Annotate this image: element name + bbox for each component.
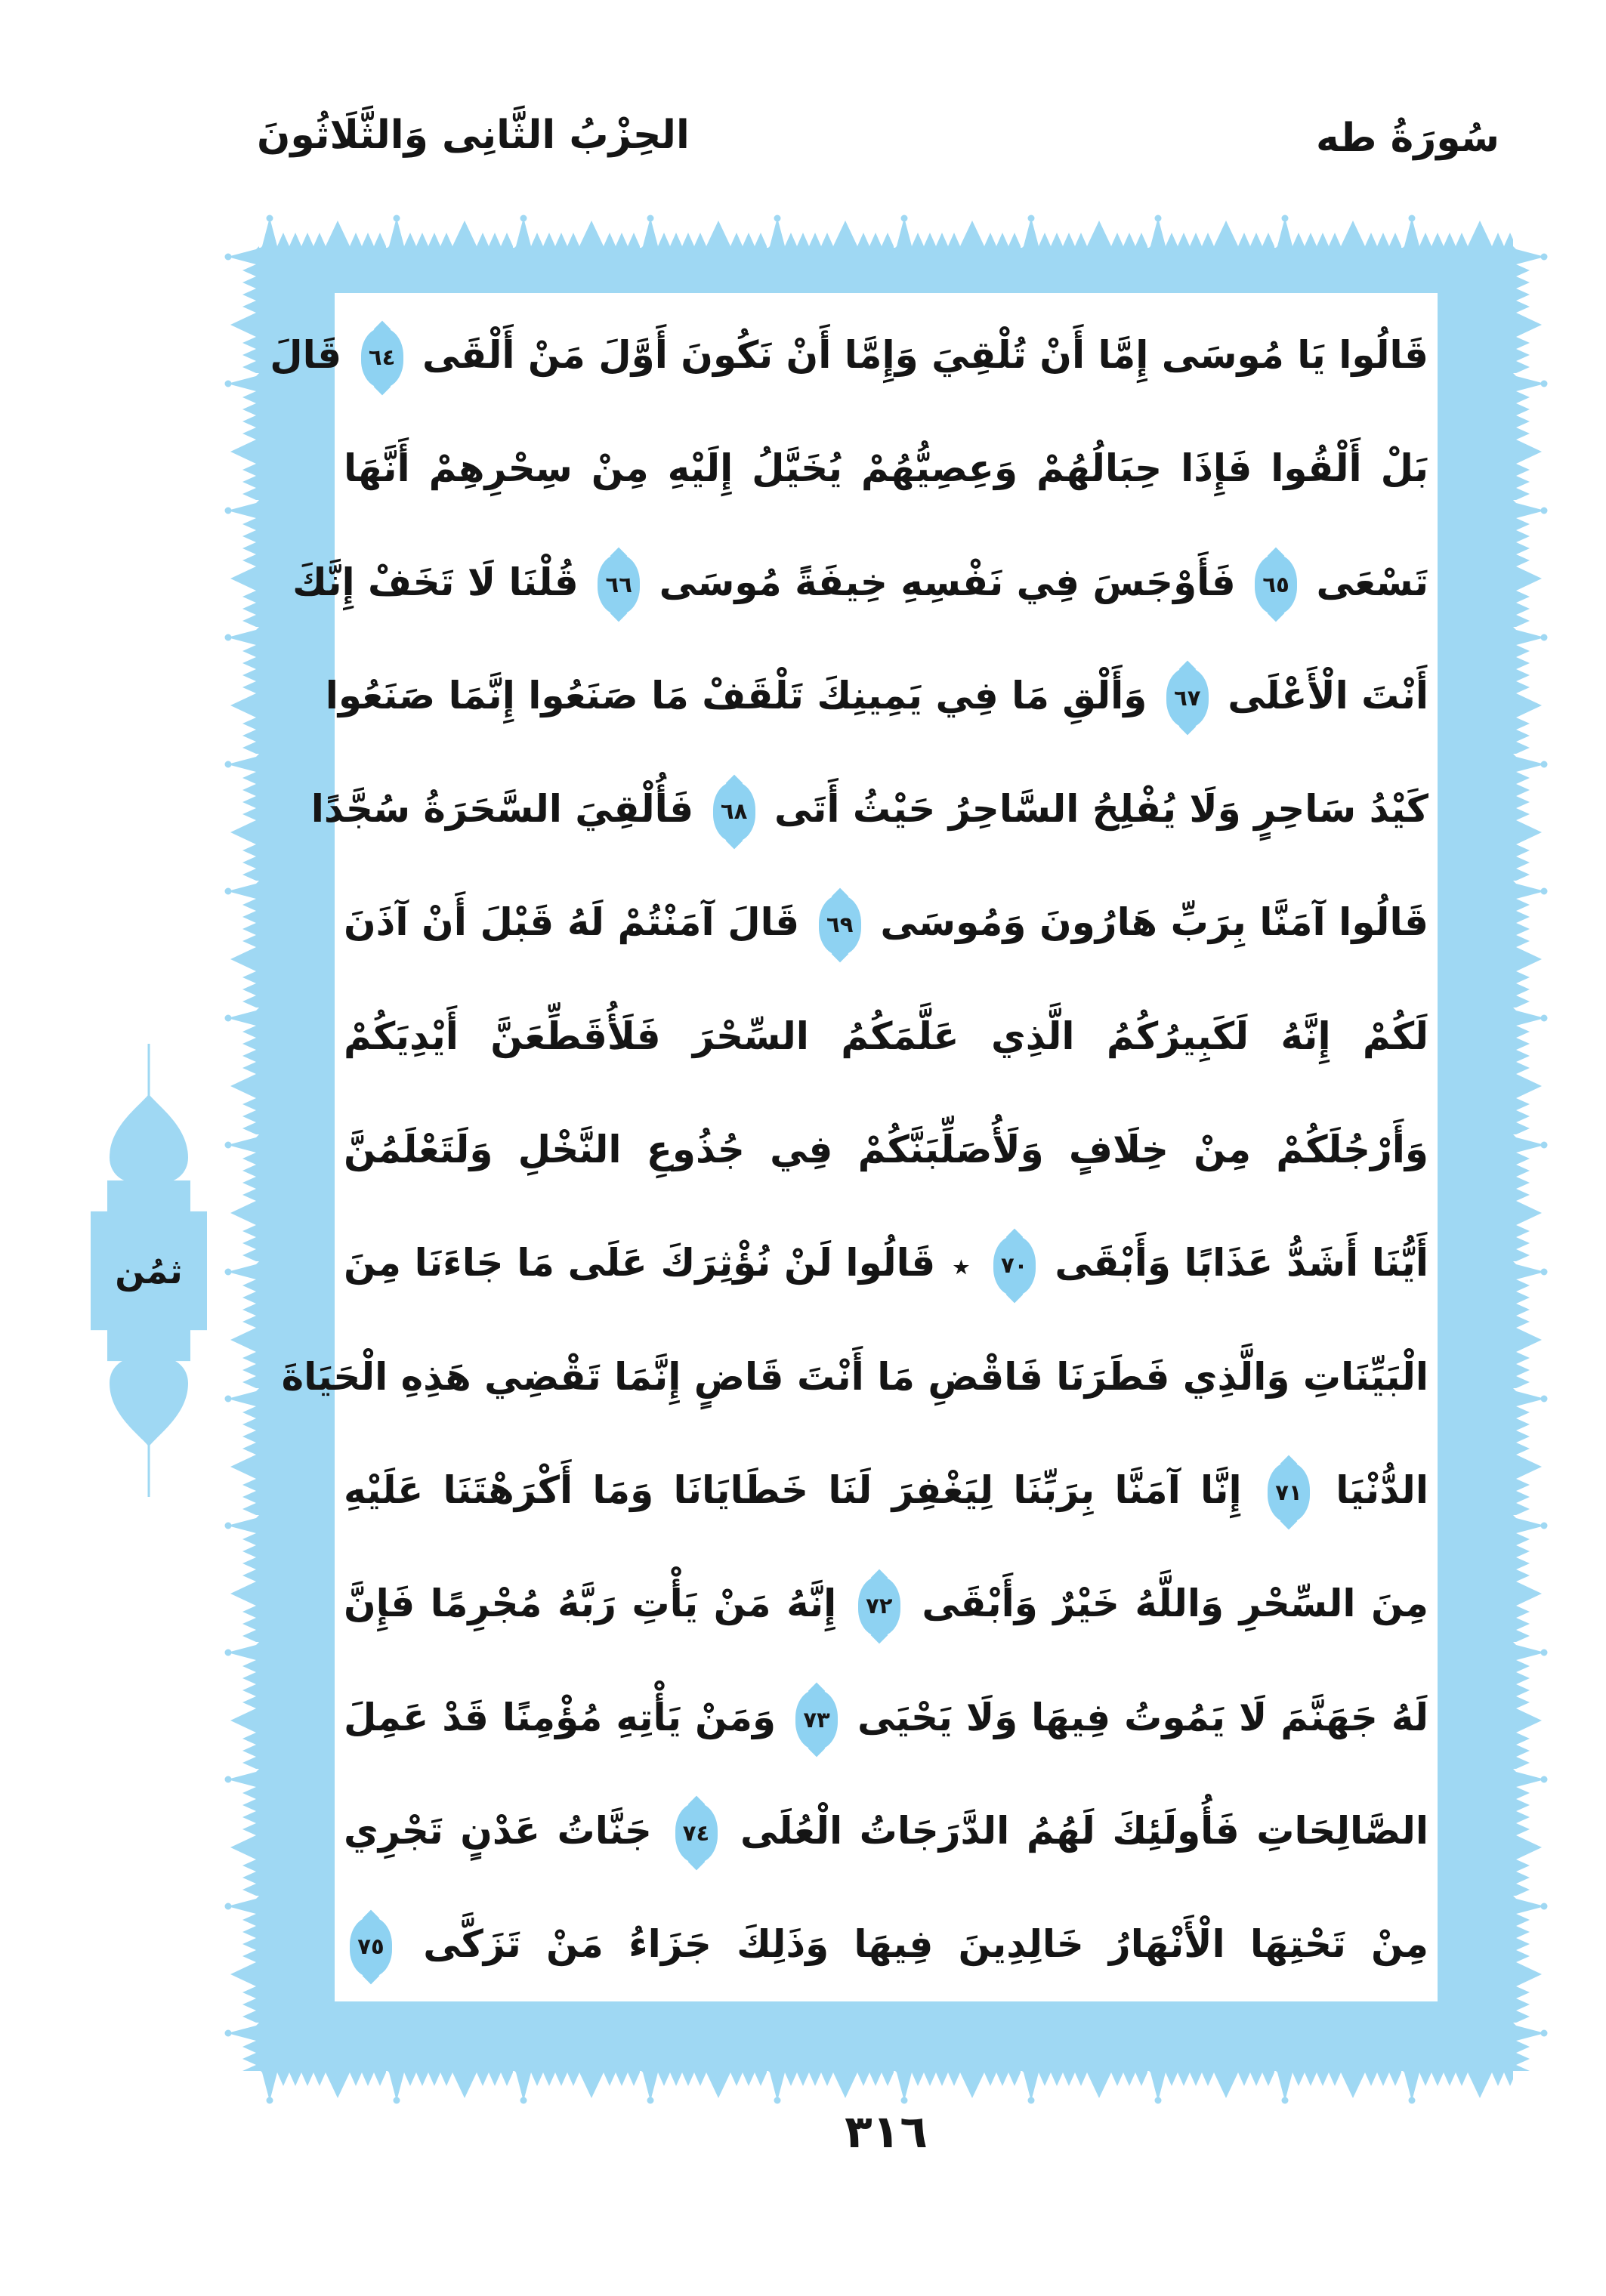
ayah-text: الدُّنْيَا xyxy=(1336,1467,1428,1512)
ayah-text: قَالَ xyxy=(270,333,342,377)
ayah-text: مِنَ السِّحْرِ وَاللَّهُ خَيْرٌ وَأَبْقَى xyxy=(922,1582,1428,1626)
page-number: ٣١٦ xyxy=(845,2106,928,2159)
ayah-text: إِنَّهُ مَنْ يَأْتِ رَبَّهُ مُجْرِمًا فَإِنَّ xyxy=(344,1582,837,1626)
mushaf-line xyxy=(310,752,1428,866)
ayah-number: ٧٣ xyxy=(803,1706,830,1733)
mushaf-line xyxy=(344,1774,1428,1887)
ayah-end-marker xyxy=(598,554,640,615)
ayah-text: قَالُوا آمَنَّا بِرَبِّ هَارُونَ وَمُوسَى xyxy=(880,900,1428,945)
ayah-end-marker xyxy=(993,1236,1036,1296)
hizb-title: الحِزْبُ الثَّانِى وَالثَّلَاثُونَ xyxy=(257,113,690,158)
ayah-text: مِنْ تَحْتِهَا الْأَنْهَارُ خَالِدِينَ فِيهَا وَذَلِكَ جَزَاءُ مَنْ تَزَكَّى xyxy=(423,1922,1428,1967)
ayah-text: قُلْنَا لَا تَخَفْ إِنَّكَ xyxy=(292,560,579,604)
rub-el-hizb-star-icon: ٭ xyxy=(951,1245,971,1286)
ayah-text: أَنْتَ الْأَعْلَى xyxy=(1228,673,1428,718)
ayah-text: وَأَرْجُلَكُمْ مِنْ خِلَافٍ وَلَأُصَلِّبَنَّكُمْ فِي جُذُوعِ النَّخْلِ وَلَتَعْلَمُنَّ xyxy=(344,1128,1428,1172)
ayah-number: ٦٦ xyxy=(605,571,632,597)
ayah-end-marker xyxy=(1166,668,1209,728)
ayah-end-marker xyxy=(1255,554,1297,615)
ayah-text: إِنَّا آمَنَّا بِرَبِّنَا لِيَغْفِرَ لَنَا خَطَايَانَا وَمَا أَكْرَهْتَنَا عَلَيْهِ xyxy=(344,1467,1242,1512)
ayah-text: قَالُوا يَا مُوسَى إِمَّا أَنْ تُلْقِيَ وَإِمَّا أَنْ نَكُونَ أَوَّلَ مَنْ أَلْقَى xyxy=(422,333,1428,377)
ayah-text: الصَّالِحَاتِ فَأُولَئِكَ لَهُمُ الدَّرَجَاتُ الْعُلَى xyxy=(740,1808,1428,1853)
mushaf-line xyxy=(344,1093,1428,1206)
mushaf-line xyxy=(344,1547,1428,1660)
mushaf-line xyxy=(344,1206,1428,1319)
surah-title: سُورَةُ طه xyxy=(1316,116,1499,161)
ayah-number: ٦٤ xyxy=(368,344,396,370)
mushaf-lines xyxy=(270,298,1428,2002)
ayah-end-marker xyxy=(858,1576,900,1637)
ayah-text: بَلْ أَلْقُوا فَإِذَا حِبَالُهُمْ وَعِصِيُّهُمْ يُخَيَّلُ إِلَيْهِ مِنْ سِحْرِهِمْ أَنَّهَا xyxy=(344,446,1428,491)
ayah-text: وَأَلْقِ مَا فِي يَمِينِكَ تَلْقَفْ مَا صَنَعُوا إِنَّمَا صَنَعُوا xyxy=(325,673,1147,718)
ayah-end-marker xyxy=(361,328,403,388)
ayah-text: قَالُوا لَنْ نُؤْثِرَكَ عَلَى مَا جَاءَنَا مِنَ xyxy=(344,1241,936,1285)
ayah-end-marker xyxy=(819,895,861,955)
ayah-number: ٧٥ xyxy=(357,1933,385,1960)
ayah-number: ٧٤ xyxy=(682,1819,710,1846)
ayah-text: تَسْعَى xyxy=(1316,560,1428,604)
frame-teeth-left-edge xyxy=(224,246,259,2071)
mushaf-line xyxy=(325,639,1428,752)
mushaf-line xyxy=(344,980,1428,1093)
frame-teeth-right-edge xyxy=(1513,246,1548,2071)
mushaf-line xyxy=(281,1320,1428,1433)
ayah-end-marker xyxy=(795,1690,838,1750)
ayah-text: لَكُمْ إِنَّهُ لَكَبِيرُكُمُ الَّذِي عَلَّمَكُمُ السِّحْرَ فَلَأُقَطِّعَنَّ أَيْدِيَكُمْ xyxy=(344,1014,1428,1058)
ayah-text: لَهُ جَهَنَّمَ لَا يَمُوتُ فِيهَا وَلَا يَحْيَى xyxy=(857,1695,1428,1739)
ayah-end-marker xyxy=(713,782,755,842)
ayah-text: كَيْدُ سَاحِرٍ وَلَا يُفْلِحُ السَّاحِرُ حَيْثُ أَتَى xyxy=(774,787,1428,832)
ayah-number: ٧٠ xyxy=(1000,1252,1028,1279)
ayah-text: فَأَوْجَسَ فِي نَفْسِهِ خِيفَةً مُوسَى xyxy=(659,560,1236,604)
mushaf-line xyxy=(292,526,1428,639)
thumn-label: ثمُن xyxy=(115,1251,183,1292)
mushaf-line xyxy=(344,1433,1428,1547)
ayah-text: وَمَنْ يَأْتِهِ مُؤْمِنًا قَدْ عَمِلَ xyxy=(344,1695,777,1739)
frame-teeth-bottom-edge xyxy=(259,2069,1513,2104)
ayah-number: ٦٨ xyxy=(720,798,748,825)
ayah-number: ٧٢ xyxy=(866,1593,893,1619)
ayah-text: جَنَّاتُ عَدْنٍ تَجْرِي xyxy=(344,1808,652,1853)
ayah-text: فَأُلْقِيَ السَّحَرَةُ سُجَّدًا xyxy=(310,787,694,832)
ayah-number: ٦٩ xyxy=(826,912,854,938)
mushaf-line xyxy=(344,1887,1428,2001)
ayah-end-marker xyxy=(350,1917,392,1977)
mushaf-line xyxy=(270,298,1428,412)
ayah-text: أَيُّنَا أَشَدُّ عَذَابًا وَأَبْقَى xyxy=(1055,1241,1428,1285)
ayah-number: ٦٥ xyxy=(1262,571,1289,597)
ayah-text: الْبَيِّنَاتِ وَالَّذِي فَطَرَنَا فَاقْضِ مَا أَنْتَ قَاضٍ إِنَّمَا تَقْضِي هَذِهِ الْحَيَاةَ xyxy=(281,1354,1428,1399)
ayah-number: ٦٧ xyxy=(1174,684,1201,711)
ayah-number: ٧١ xyxy=(1275,1479,1302,1505)
frame-teeth-top-edge xyxy=(259,214,1513,249)
ayah-end-marker xyxy=(675,1803,718,1863)
ayah-end-marker xyxy=(1268,1462,1310,1523)
mushaf-line xyxy=(344,866,1428,979)
mushaf-line xyxy=(344,1661,1428,1774)
mushaf-line xyxy=(344,412,1428,525)
ayah-text: قَالَ آمَنْتُمْ لَهُ قَبْلَ أَنْ آذَنَ xyxy=(344,900,800,945)
